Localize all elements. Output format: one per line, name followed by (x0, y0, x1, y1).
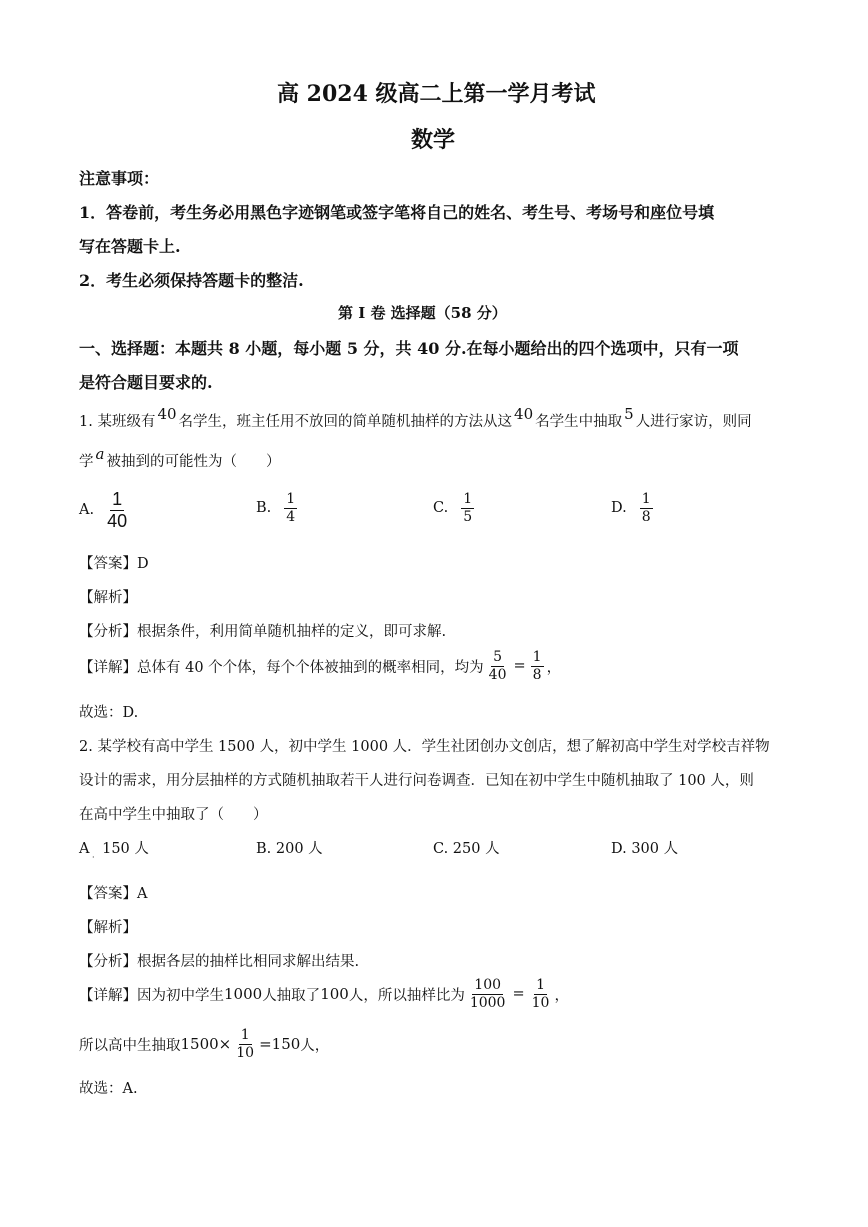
fraction-numerator: 1 (641, 491, 651, 507)
q2-d2-res: =150 (259, 1035, 301, 1054)
q1-option-b-fraction (284, 492, 297, 524)
q2-option-c[interactable] (433, 837, 500, 858)
q2-d1-mid2: 人，所以抽样比为 (348, 987, 465, 1004)
q1-n2: 40 (514, 405, 534, 423)
q1-option-c-fraction (461, 492, 474, 524)
fraction-numerator: 1 (463, 491, 473, 507)
q1-fenxi: 【分析】根据条件，利用简单随机抽样的定义，即可求解. (79, 624, 447, 640)
q2-option-a-text: 150 人 (102, 841, 149, 857)
q1-s3: 名学生中抽取 (535, 414, 623, 430)
q1-detail-fraction-2 (531, 650, 544, 682)
q2-d1-n2: 100 (320, 985, 349, 1004)
fraction-denominator: 10 (236, 1044, 255, 1061)
q2-d2-expr: 1500× (180, 1035, 232, 1054)
notice-item2: 2．考生必须保持答题卡的整洁. (79, 271, 304, 290)
q2-detail-fraction-2 (530, 978, 552, 1010)
q2-option-d[interactable] (611, 837, 678, 858)
q2-stem-line2: 设计的需求，用分层抽样的方式随机抽取若干人进行问卷调查．已知在初中学生中随机抽取了 100 人，则 (79, 773, 754, 789)
q2-d1-post: ， (554, 987, 569, 1004)
q1-s1: 1. 某班级有 (79, 414, 156, 430)
fraction-numerator: 1 (286, 491, 296, 507)
q1-detail-pre: 【详解】总体有 40 个个体，每个个体被抽到的概率相同，均为 (79, 659, 484, 676)
q1-stem-line1 (79, 405, 752, 431)
fraction-numerator: 1 (112, 489, 123, 509)
q2-fenxi: 【分析】根据各层的抽样比相同求解出结果. (79, 954, 360, 970)
q1-option-b[interactable] (256, 492, 300, 524)
q1-option-a-fraction (105, 490, 129, 531)
q1-option-c[interactable] (433, 492, 477, 524)
fraction-numerator: 5 (493, 649, 503, 665)
subject-title: 数学 (411, 127, 456, 153)
fraction-denominator: 5 (463, 508, 473, 525)
q1-s5: 学 (79, 454, 94, 470)
page-title: 高 2024 级高二上第一学月考试 (277, 81, 596, 107)
fraction-denominator: 8 (641, 508, 651, 525)
section1-line2: 是符合题目要求的. (79, 373, 213, 392)
q1-option-a[interactable] (79, 490, 132, 531)
q2-option-d-text: 300 人 (631, 841, 679, 857)
q2-detail-fraction-3 (234, 1028, 256, 1060)
q1-s4: 人进行家访，则同 (635, 414, 752, 430)
q2-d1-pre: 【详解】因为初中学生 (79, 987, 224, 1004)
q1-option-d-label: D. (611, 500, 627, 517)
q2-stem-line1: 2. 某学校有高中学生 1500 人，初中学生 1000 人．学生社团创办文创店，想了解初高中学生对学校吉祥物 (79, 739, 770, 755)
q1-n3: 5 (624, 405, 634, 423)
q1-option-d[interactable] (611, 492, 656, 524)
q2-answer: 【答案】A (79, 886, 148, 902)
equals-sign: = (512, 986, 525, 1003)
notice-heading: 注意事项： (79, 169, 160, 188)
q2-d1-n1: 1000 (224, 985, 263, 1004)
fraction-denominator: 8 (532, 666, 542, 683)
q1-answer: 【答案】D (79, 556, 149, 572)
notice-item1-line1: 1．答卷前，考生务必用黑色字迹钢笔或签字笔将自己的姓名、考生号、考场号和座位号填 (79, 203, 715, 222)
q1-s2: 名学生，班主任用不放回的简单随机抽样的方法从这 (178, 414, 513, 430)
q1-analysis: 【解析】 (79, 590, 137, 606)
q1-option-b-label: B. (256, 500, 272, 517)
q2-option-a[interactable] (79, 837, 149, 858)
q2-option-d-label: D. (611, 841, 627, 857)
q1-option-c-label: C. (433, 500, 449, 517)
q2-option-a-dot: · (92, 853, 95, 862)
q2-analysis: 【解析】 (79, 920, 137, 936)
fraction-numerator: 100 (474, 977, 502, 993)
section1-line1: 一、选择题：本题共 8 小题，每小题 5 分，共 40 分.在每小题给出的四个选项中，只有一项 (79, 339, 739, 358)
fraction-numerator: 1 (532, 649, 542, 665)
q1-option-d-fraction (640, 492, 653, 524)
fraction-denominator: 40 (488, 666, 507, 683)
q2-d2-pre: 所以高中生抽取 (79, 1037, 181, 1054)
q2-detail-fraction-1 (468, 978, 508, 1010)
q2-d1-mid: 人抽取了 (262, 987, 321, 1004)
q1-n1: 40 (157, 405, 177, 423)
q1-detail-post: ， (546, 659, 562, 676)
q2-option-c-label: C. (433, 841, 449, 857)
part1-title: 第 I 卷 选择题（58 分） (338, 304, 507, 322)
q2-detail-line1 (79, 978, 569, 1010)
q1-detail-fraction-1 (487, 650, 509, 682)
notice-item1-line2: 写在答题卡上. (79, 237, 181, 256)
q2-detail-line2 (79, 1028, 329, 1060)
fraction-denominator: 4 (286, 508, 296, 525)
fraction-denominator: 10 (531, 994, 550, 1011)
q2-d2-post: 人， (300, 1037, 330, 1054)
q1-stem-line2 (79, 445, 281, 471)
fraction-denominator: 40 (107, 510, 128, 531)
q1-var: a (95, 445, 105, 463)
q1-s6: 被抽到的可能性为（ ） (106, 454, 281, 470)
fraction-denominator: 1000 (469, 994, 506, 1011)
q2-option-b-label: B. (256, 841, 272, 857)
q2-option-c-text: 250 人 (452, 841, 500, 857)
q1-detail (79, 650, 561, 682)
fraction-numerator: 1 (536, 977, 545, 993)
q2-stem-line3: 在高中学生中抽取了（ ） (79, 807, 268, 823)
equals-sign: = (513, 658, 526, 675)
q2-choose: 故选：A. (79, 1081, 138, 1097)
q1-choose: 故选：D. (79, 705, 139, 721)
q1-option-a-label: A. (79, 502, 95, 519)
q2-option-a-label: A (79, 841, 90, 857)
q2-option-b-text: 200 人 (275, 841, 323, 857)
q2-option-b[interactable] (256, 837, 323, 858)
fraction-numerator: 1 (240, 1027, 250, 1043)
